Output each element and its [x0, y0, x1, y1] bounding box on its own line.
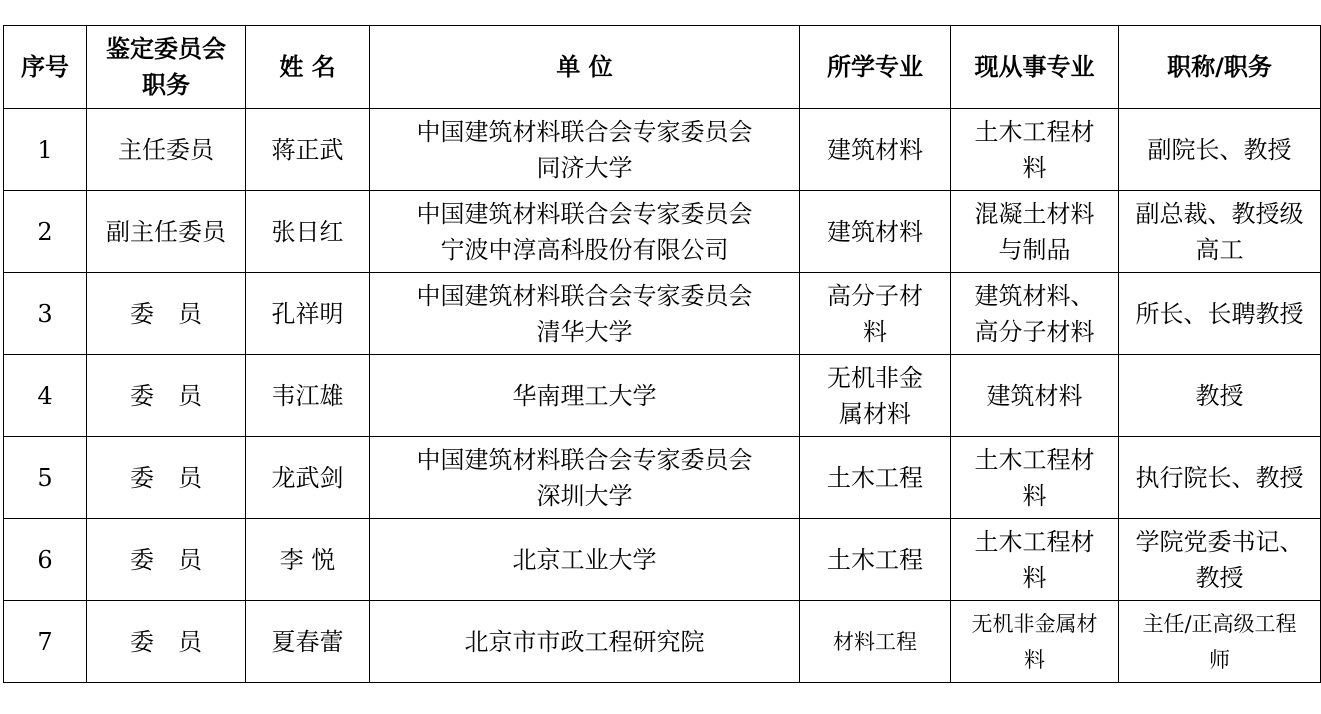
cell-current-field: 建筑材料 — [951, 355, 1119, 437]
cell-unit: 中国建筑材料联合会专家委员会 同济大学 — [370, 109, 800, 191]
cell-committee-role: 委 员 — [87, 273, 246, 355]
cell-current-field: 土木工程材 料 — [951, 109, 1119, 191]
cell-unit: 中国建筑材料联合会专家委员会 宁波中淳高科股份有限公司 — [370, 191, 800, 273]
cell-current-field: 建筑材料、 高分子材料 — [951, 273, 1119, 355]
cell-major: 无机非金 属材料 — [800, 355, 951, 437]
cell-committee-role: 委 员 — [87, 601, 246, 683]
header-committee-role: 鉴定委员会 职务 — [87, 26, 246, 109]
cell-serial-number: 7 — [4, 601, 87, 683]
cell-name: 韦江雄 — [246, 355, 370, 437]
cell-committee-role: 委 员 — [87, 519, 246, 601]
cell-major: 建筑材料 — [800, 109, 951, 191]
cell-major: 土木工程 — [800, 519, 951, 601]
cell-title: 主任/正高级工程 师 — [1119, 601, 1321, 683]
cell-serial-number: 6 — [4, 519, 87, 601]
table-row — [4, 273, 1321, 355]
table-row — [4, 355, 1321, 437]
cell-committee-role: 委 员 — [87, 437, 246, 519]
cell-current-field: 混凝土材料 与制品 — [951, 191, 1119, 273]
header-title: 职称/职务 — [1119, 26, 1321, 109]
cell-name: 蒋正武 — [246, 109, 370, 191]
table-row — [4, 191, 1321, 273]
cell-major: 材料工程 — [800, 601, 951, 683]
cell-name: 孔祥明 — [246, 273, 370, 355]
committee-members-table — [3, 25, 1321, 683]
table-row — [4, 437, 1321, 519]
cell-major: 建筑材料 — [800, 191, 951, 273]
header-unit: 单 位 — [370, 26, 800, 109]
table-row — [4, 109, 1321, 191]
cell-unit: 北京工业大学 — [370, 519, 800, 601]
committee-table-container — [3, 25, 1321, 683]
header-serial-number: 序号 — [4, 26, 87, 109]
header-current-field: 现从事专业 — [951, 26, 1119, 109]
cell-title: 所长、长聘教授 — [1119, 273, 1321, 355]
cell-serial-number: 4 — [4, 355, 87, 437]
cell-committee-role: 副主任委员 — [87, 191, 246, 273]
cell-title: 副院长、教授 — [1119, 109, 1321, 191]
cell-title: 学院党委书记、 教授 — [1119, 519, 1321, 601]
cell-name: 张日红 — [246, 191, 370, 273]
cell-title: 教授 — [1119, 355, 1321, 437]
cell-serial-number: 2 — [4, 191, 87, 273]
cell-serial-number: 5 — [4, 437, 87, 519]
header-name: 姓 名 — [246, 26, 370, 109]
cell-current-field: 土木工程材 料 — [951, 437, 1119, 519]
cell-serial-number: 3 — [4, 273, 87, 355]
cell-unit: 中国建筑材料联合会专家委员会 清华大学 — [370, 273, 800, 355]
cell-name: 夏春蕾 — [246, 601, 370, 683]
cell-current-field: 土木工程材 料 — [951, 519, 1119, 601]
cell-unit: 北京市市政工程研究院 — [370, 601, 800, 683]
cell-current-field: 无机非金属材 料 — [951, 601, 1119, 683]
cell-name: 龙武剑 — [246, 437, 370, 519]
cell-committee-role: 委 员 — [87, 355, 246, 437]
cell-unit: 中国建筑材料联合会专家委员会 深圳大学 — [370, 437, 800, 519]
header-major: 所学专业 — [800, 26, 951, 109]
cell-title: 副总裁、教授级 高工 — [1119, 191, 1321, 273]
table-row — [4, 601, 1321, 683]
cell-unit: 华南理工大学 — [370, 355, 800, 437]
table-row — [4, 519, 1321, 601]
cell-name: 李 悦 — [246, 519, 370, 601]
cell-major: 高分子材 料 — [800, 273, 951, 355]
cell-title: 执行院长、教授 — [1119, 437, 1321, 519]
cell-major: 土木工程 — [800, 437, 951, 519]
cell-committee-role: 主任委员 — [87, 109, 246, 191]
cell-serial-number: 1 — [4, 109, 87, 191]
table-header-row — [4, 26, 1321, 109]
